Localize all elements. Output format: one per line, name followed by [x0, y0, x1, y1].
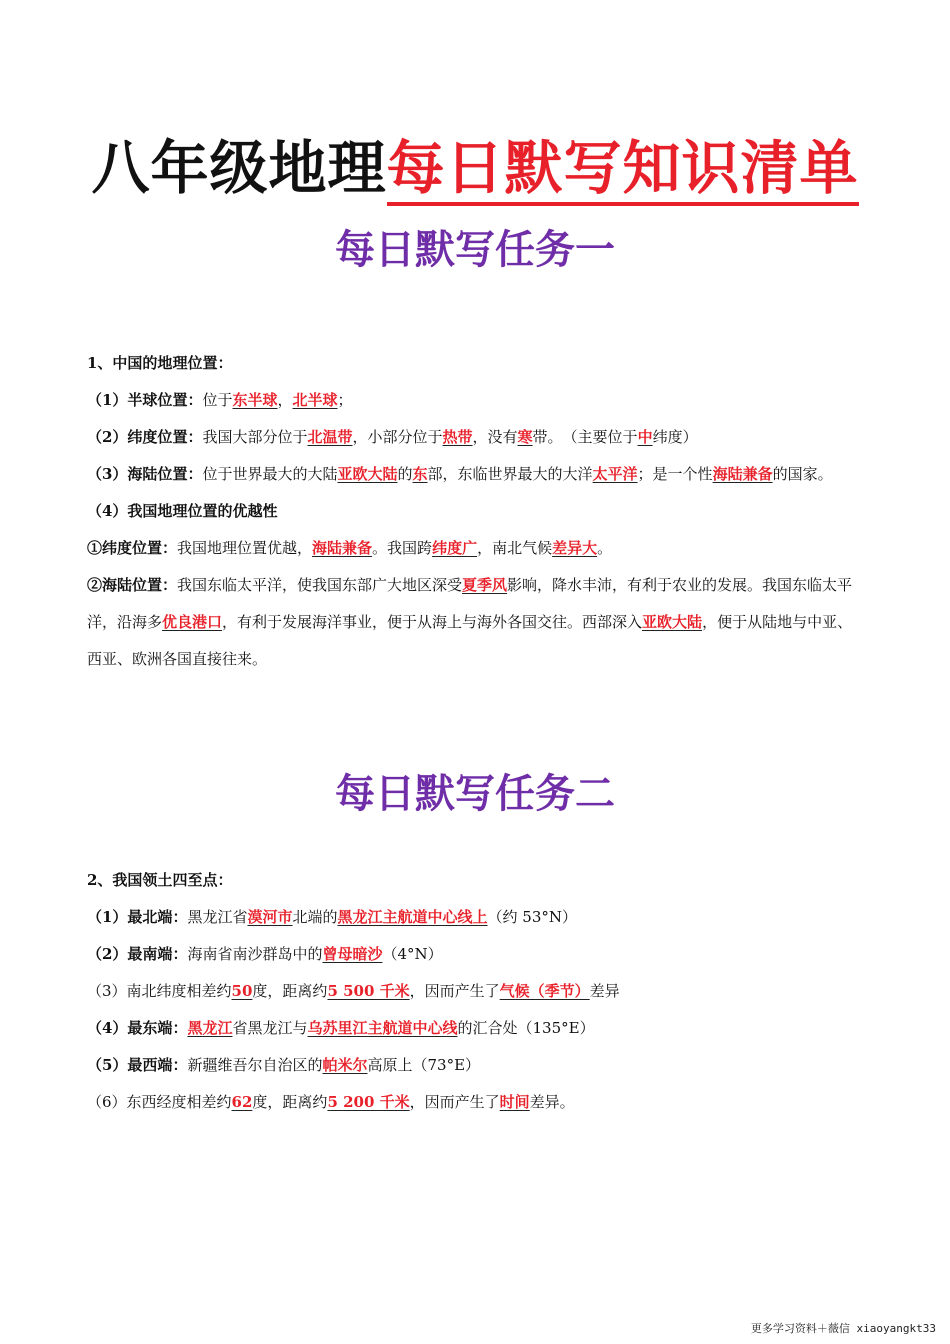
latitude-span-line: （3）南北纬度相差约50度，距离约5 500 千米，因而产生了气候（季节）差异 [87, 982, 620, 1000]
longitude-span-line: （6）东西经度相差约62度，距离约5 200 千米，因而产生了时间差异。 [87, 1093, 575, 1111]
easternmost-line: （4）最东端：黑龙江省黑龙江与乌苏里江主航道中心线的汇合处（135°E） [87, 1019, 595, 1037]
title-black-part: 八年级地理 [91, 134, 387, 202]
page-title [0, 128, 950, 208]
latitude-advantage-line: ①纬度位置：我国地理位置优越，海陆兼备。我国跨纬度广，南北气候差异大。 [87, 539, 613, 557]
northernmost-line: （1）最北端：黑龙江省漠河市北端的黑龙江主航道中心线上（约 53°N） [87, 908, 577, 926]
sea-land-advantage-line: ②海陆位置：我国东临太平洋，使我国东部广大地区深受夏季风影响，降水丰沛，有利于农业的发展。我国东临太平洋，沿海多优良港口，有利于发展海洋事业，便于从海上与海外各国交往。西部深入亚欧大陆，便于从陆地与中亚、西亚、欧洲各国直接往来。 [87, 576, 853, 668]
task2-section [87, 862, 867, 1121]
task1-section [87, 345, 867, 678]
latitude-line: （2）纬度位置：我国大部分位于北温带，小部分位于热带，没有寒带。 （主要位于中纬度） [87, 428, 698, 446]
footer-note: 更多学习资料＋薇信 xiaoyangkt33 [750, 1322, 936, 1335]
southernmost-line: （2）最南端：海南省南沙群岛中的曾母暗沙（4°N） [87, 945, 443, 963]
section1-title: 1、中国的地理位置： [87, 354, 233, 372]
section2-title: 2、我国领土四至点： [87, 871, 233, 889]
title-red-part: 每日默写知识清单 [387, 134, 859, 206]
advantage-heading: （4）我国地理位置的优越性 [87, 502, 278, 520]
task2-heading: 每日默写任务二 [335, 771, 615, 817]
sea-land-line: （3）海陆位置：位于世界最大的大陆亚欧大陆的东部，东临世界最大的大洋太平洋；是一个性海陆兼备的国家。 [87, 465, 833, 483]
task1-heading: 每日默写任务一 [335, 227, 615, 273]
westernmost-line: （5）最西端：新疆维吾尔自治区的帕米尔高原上（73°E） [87, 1056, 481, 1074]
hemisphere-line: （1）半球位置：位于东半球，北半球； [87, 391, 353, 409]
